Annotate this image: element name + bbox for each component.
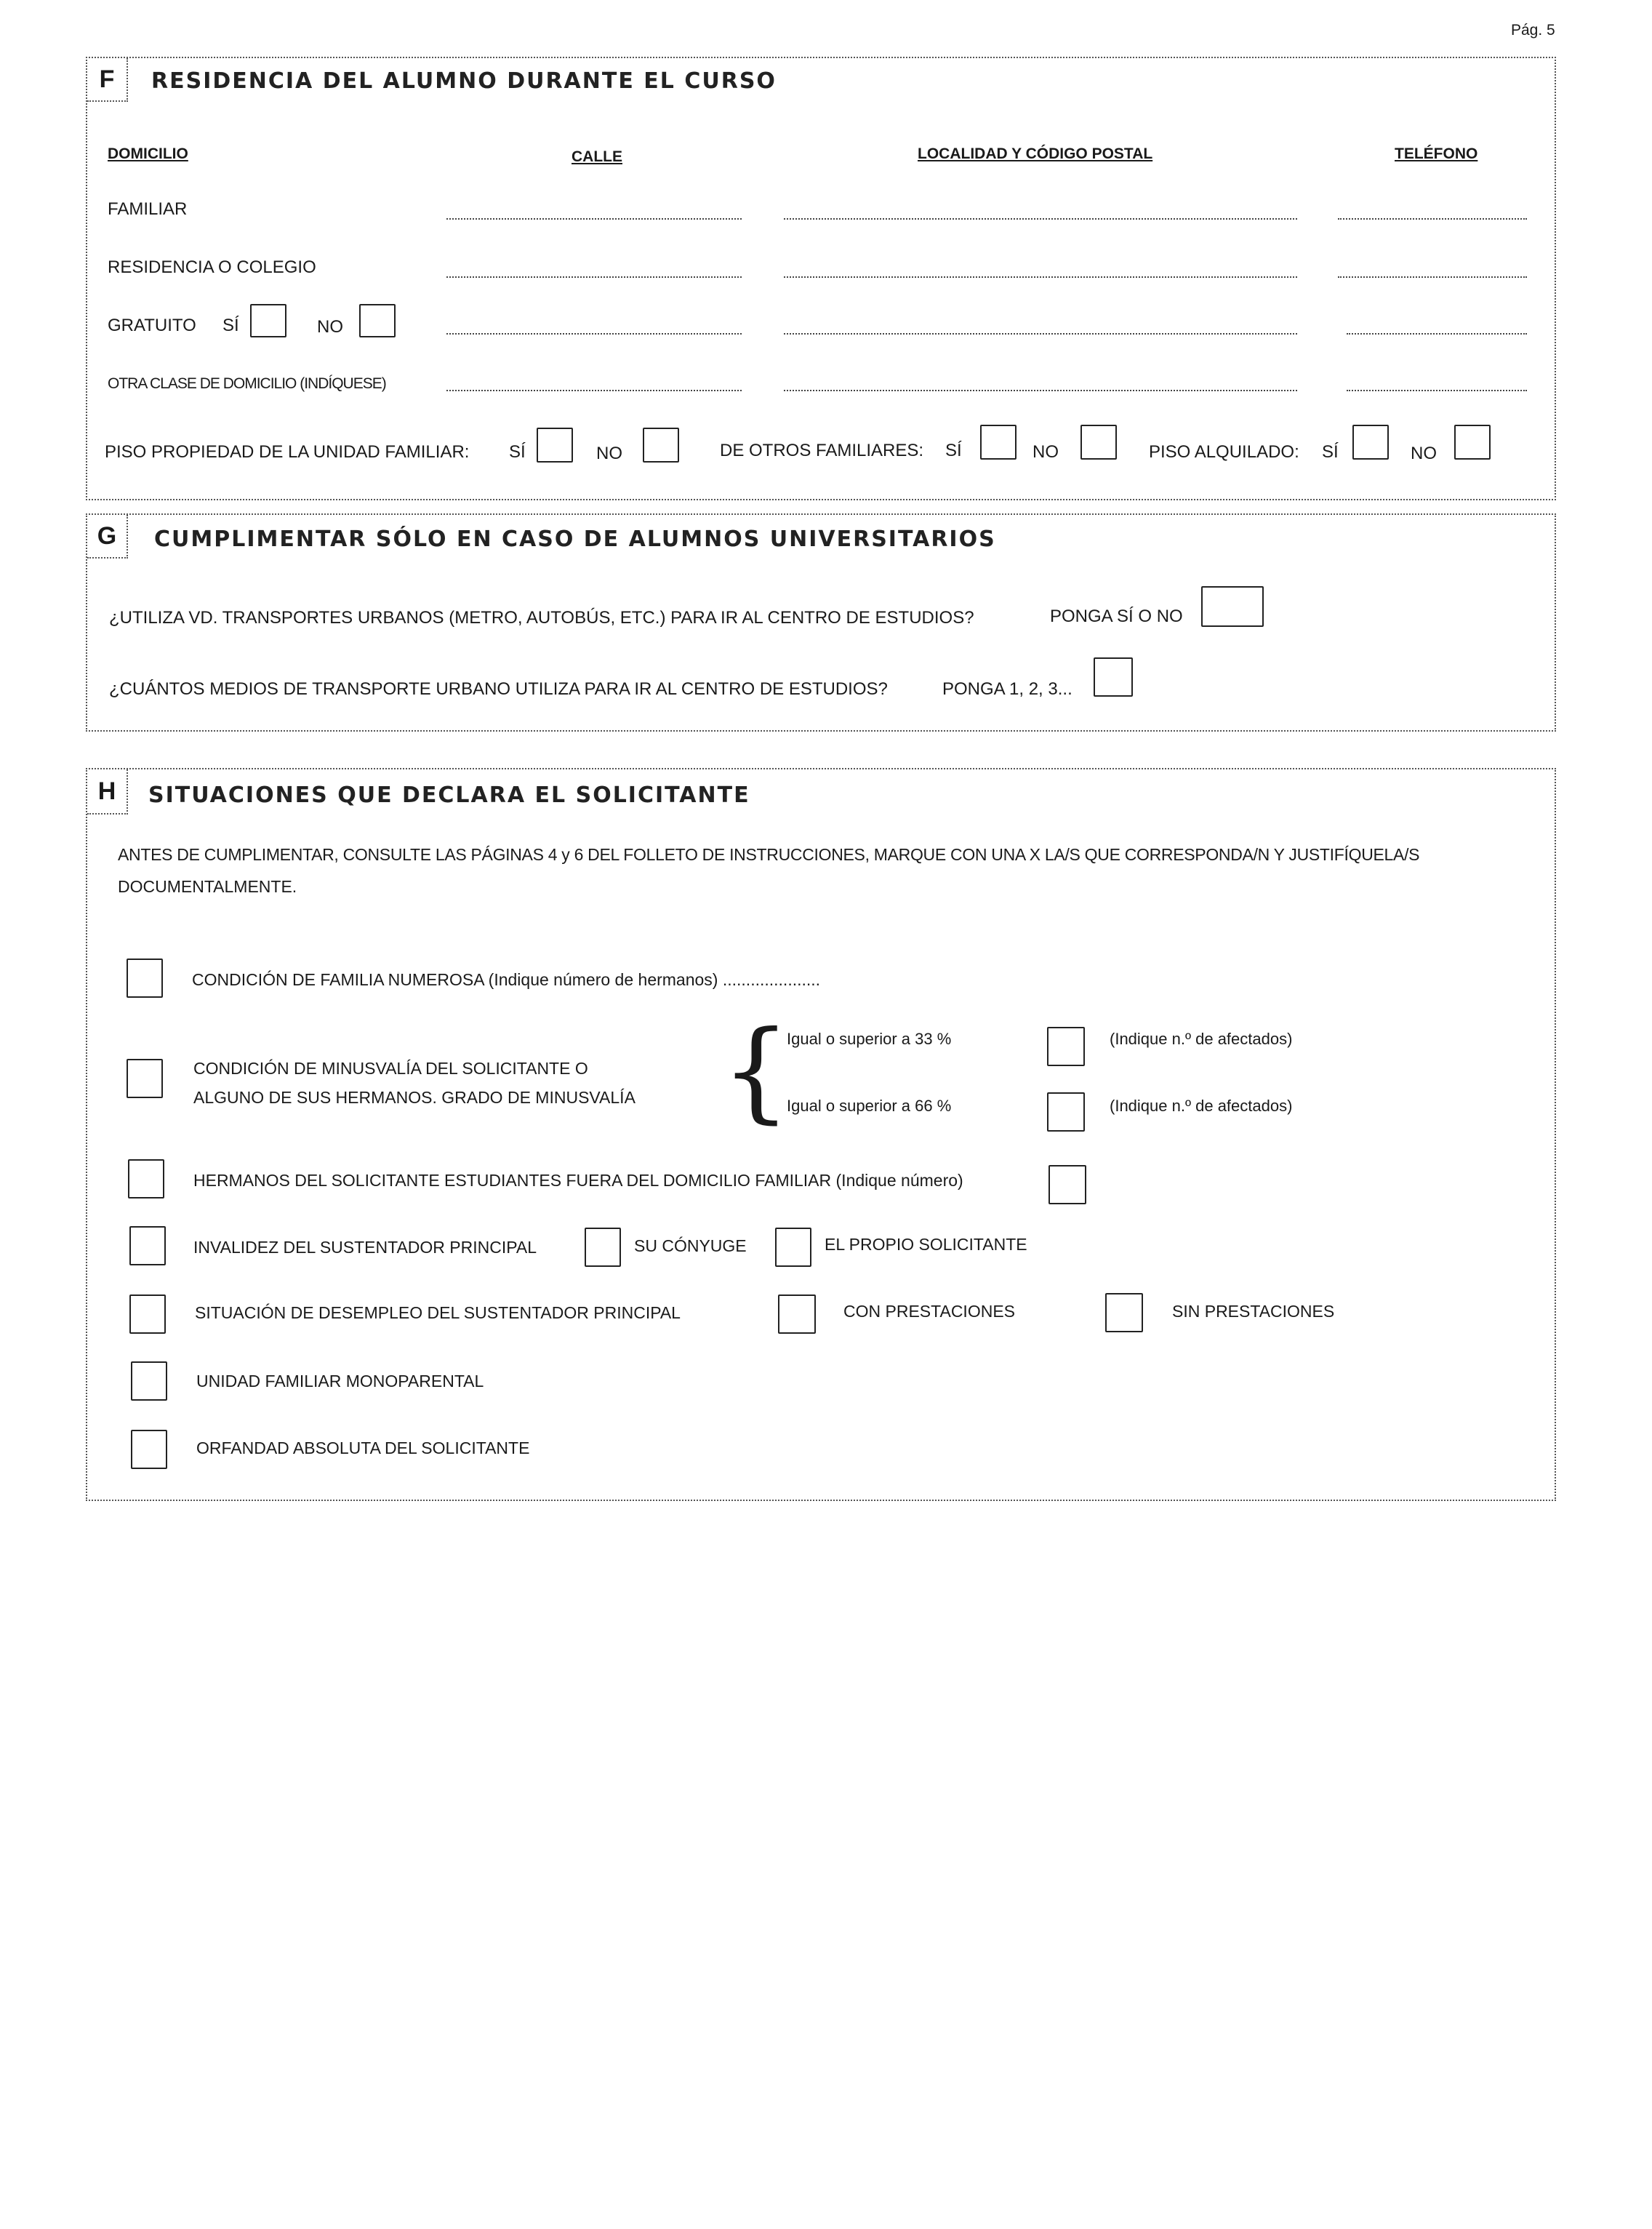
gratuito-localidad-field[interactable] (784, 333, 1297, 335)
sin-prestaciones-checkbox[interactable] (1105, 1293, 1143, 1332)
otra-calle-field[interactable] (446, 390, 742, 391)
header-localidad: LOCALIDAD Y CÓDIGO POSTAL (918, 145, 1153, 162)
minusvalia-label-line-2: ALGUNO DE SUS HERMANOS. GRADO DE MINUSVALÍA (193, 1088, 635, 1107)
gratuito-no-label: NO (317, 317, 343, 337)
gratuito-si-label: SÍ (222, 316, 239, 335)
header-calle: CALLE (572, 148, 622, 165)
igual-33-label: Igual o superior a 33 % (787, 1030, 952, 1048)
g-transporte-si-no-field[interactable] (1201, 586, 1264, 627)
sin-prestaciones-label: SIN PRESTACIONES (1172, 1302, 1335, 1321)
propio-solicitante-checkbox[interactable] (775, 1228, 811, 1267)
familiar-telefono-field[interactable] (1338, 218, 1527, 220)
section-g (86, 513, 1556, 732)
igual-66-label: Igual o superior a 66 % (787, 1097, 952, 1115)
familia-numerosa-checkbox[interactable] (127, 959, 163, 998)
desempleo-checkbox[interactable] (129, 1294, 166, 1334)
piso-propiedad-si-label: SÍ (509, 442, 526, 462)
brace-icon: { (721, 1008, 791, 1134)
row-familiar-label: FAMILIAR (108, 199, 188, 219)
residencia-telefono-field[interactable] (1338, 276, 1527, 278)
afectados-33-label: (Indique n.º de afectados) (1110, 1030, 1293, 1048)
piso-alquilado-label: PISO ALQUILADO: (1149, 442, 1299, 462)
g-question-1: ¿UTILIZA VD. TRANSPORTES URBANOS (METRO, AUTOBÚS, ETC.) PARA IR AL CENTRO DE ESTUDIOS? (109, 608, 974, 628)
piso-propiedad-label: PISO PROPIEDAD DE LA UNIDAD FAMILIAR: (105, 442, 470, 462)
orfandad-checkbox[interactable] (131, 1430, 167, 1469)
invalidez-label: INVALIDEZ DEL SUSTENTADOR PRINCIPAL (193, 1238, 537, 1257)
section-f (86, 57, 1556, 500)
gratuito-telefono-field[interactable] (1347, 333, 1527, 335)
piso-alquilado-si-label: SÍ (1322, 442, 1339, 462)
g-question-1-hint: PONGA SÍ O NO (1050, 607, 1183, 626)
familiar-localidad-field[interactable] (784, 218, 1297, 220)
row-residencia-label: RESIDENCIA O COLEGIO (108, 257, 316, 277)
igual-66-checkbox[interactable] (1047, 1092, 1085, 1132)
row-gratuito-label: GRATUITO (108, 316, 196, 335)
monoparental-label: UNIDAD FAMILIAR MONOPARENTAL (196, 1372, 484, 1390)
gratuito-calle-field[interactable] (446, 333, 742, 335)
con-prestaciones-checkbox[interactable] (778, 1294, 816, 1334)
piso-otros-si-label: SÍ (945, 441, 962, 460)
hermanos-fuera-checkbox[interactable] (128, 1159, 164, 1198)
familia-numerosa-label: CONDICIÓN DE FAMILIA NUMEROSA (Indique número de hermanos) ..................... (192, 970, 821, 989)
con-prestaciones-label: CON PRESTACIONES (843, 1302, 1015, 1321)
section-h-title: SITUACIONES QUE DECLARA EL SOLICITANTE (148, 783, 750, 808)
row-otra-label: OTRA CLASE DE DOMICILIO (INDÍQUESE) (108, 375, 386, 392)
piso-alquilado-no-checkbox[interactable] (1454, 425, 1491, 460)
piso-propiedad-no-label: NO (596, 444, 622, 463)
piso-alquilado-no-label: NO (1411, 444, 1437, 463)
igual-33-checkbox[interactable] (1047, 1027, 1085, 1066)
familiar-calle-field[interactable] (446, 218, 742, 220)
conyuge-checkbox[interactable] (585, 1228, 621, 1267)
invalidez-checkbox[interactable] (129, 1226, 166, 1265)
piso-otros-no-label: NO (1032, 442, 1059, 462)
piso-otros-no-checkbox[interactable] (1080, 425, 1117, 460)
section-h-letter: H (87, 769, 128, 815)
otra-telefono-field[interactable] (1347, 390, 1527, 391)
section-h (86, 768, 1556, 1501)
piso-otros-label: DE OTROS FAMILIARES: (720, 441, 924, 460)
hermanos-fuera-label: HERMANOS DEL SOLICITANTE ESTUDIANTES FUERA DEL DOMICILIO FAMILIAR (Indique número) (193, 1171, 963, 1190)
minusvalia-checkbox[interactable] (127, 1059, 163, 1098)
piso-propiedad-si-checkbox[interactable] (537, 428, 573, 463)
gratuito-no-checkbox[interactable] (359, 304, 396, 337)
g-question-2: ¿CUÁNTOS MEDIOS DE TRANSPORTE URBANO UTILIZA PARA IR AL CENTRO DE ESTUDIOS? (109, 679, 888, 699)
piso-propiedad-no-checkbox[interactable] (643, 428, 679, 463)
gratuito-si-checkbox[interactable] (250, 304, 286, 337)
section-f-letter: F (87, 58, 128, 102)
hermanos-fuera-numero-field[interactable] (1048, 1165, 1086, 1204)
g-question-2-hint: PONGA 1, 2, 3... (942, 679, 1072, 699)
desempleo-label: SITUACIÓN DE DESEMPLEO DEL SUSTENTADOR PRINCIPAL (195, 1303, 681, 1322)
piso-alquilado-si-checkbox[interactable] (1352, 425, 1389, 460)
piso-otros-si-checkbox[interactable] (980, 425, 1017, 460)
header-telefono: TELÉFONO (1395, 145, 1478, 162)
page-number: Pág. 5 (1511, 22, 1555, 39)
header-domicilio: DOMICILIO (108, 145, 188, 162)
propio-solicitante-label: EL PROPIO SOLICITANTE (825, 1235, 1027, 1254)
conyuge-label: SU CÓNYUGE (634, 1236, 747, 1255)
section-f-title: RESIDENCIA DEL ALUMNO DURANTE EL CURSO (151, 68, 777, 94)
section-g-title: CUMPLIMENTAR SÓLO EN CASO DE ALUMNOS UNIVERSITARIOS (154, 527, 996, 552)
h-intro-line-1: ANTES DE CUMPLIMENTAR, CONSULTE LAS PÁGINAS 4 y 6 DEL FOLLETO DE INSTRUCCIONES, MARQUE CON UNA X LA/S QUE CORRESPONDA/N Y JUSTIFÍQUELA/S (118, 845, 1420, 864)
h-intro-line-2: DOCUMENTALMENTE. (118, 877, 297, 896)
monoparental-checkbox[interactable] (131, 1361, 167, 1401)
residencia-localidad-field[interactable] (784, 276, 1297, 278)
section-g-letter: G (87, 515, 128, 559)
otra-localidad-field[interactable] (784, 390, 1297, 391)
residencia-calle-field[interactable] (446, 276, 742, 278)
g-numero-transportes-field[interactable] (1094, 657, 1133, 697)
afectados-66-label: (Indique n.º de afectados) (1110, 1097, 1293, 1115)
minusvalia-label-line-1: CONDICIÓN DE MINUSVALÍA DEL SOLICITANTE O (193, 1059, 588, 1078)
orfandad-label: ORFANDAD ABSOLUTA DEL SOLICITANTE (196, 1438, 530, 1457)
